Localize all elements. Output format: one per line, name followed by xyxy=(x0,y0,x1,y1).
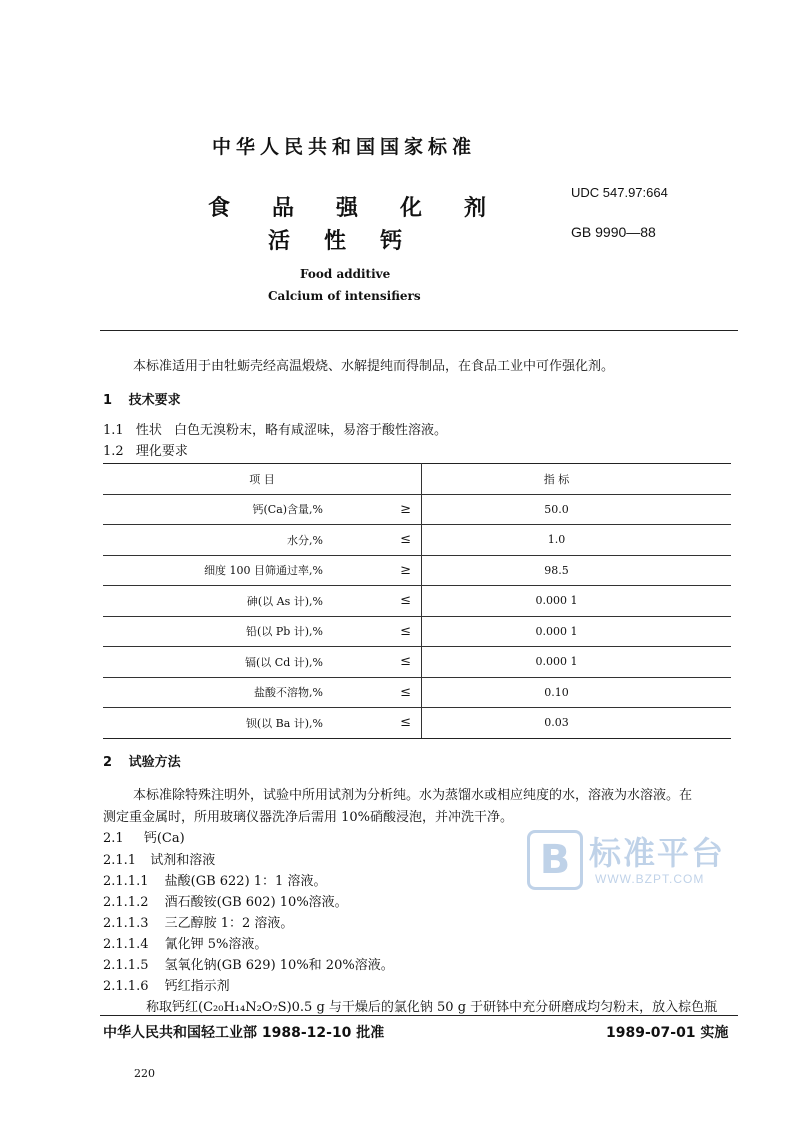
table-row xyxy=(103,555,731,586)
column-header-item: 项 目 xyxy=(103,464,422,495)
table-row xyxy=(103,677,731,708)
watermark xyxy=(527,828,787,898)
row-comparator: ≤ xyxy=(331,586,422,617)
row-item: 砷(以 As 计),% xyxy=(103,586,331,617)
row-comparator: ≤ xyxy=(331,616,422,647)
section-title: 试验方法 xyxy=(128,755,181,770)
watermark-url: WWW.BZPT.COM xyxy=(595,872,705,886)
watermark-text: 标准平台 xyxy=(589,834,726,872)
document-title-line2: 活性钙 xyxy=(268,229,437,254)
header-divider xyxy=(100,330,738,331)
row-value: 0.000 1 xyxy=(422,586,732,617)
table-row xyxy=(103,525,731,556)
implementation-date: 1989-07-01 实施 xyxy=(606,1025,729,1041)
clause-2-1 xyxy=(103,827,185,846)
clause-text: 氢氧化钠(GB 629) 10%和 20%溶液。 xyxy=(164,958,394,973)
row-value: 0.000 1 xyxy=(422,616,732,647)
row-value: 0.10 xyxy=(422,677,732,708)
column-header-value: 指 标 xyxy=(422,464,732,495)
clause-number: 2.1.1.2 xyxy=(103,895,149,910)
row-item: 镉(以 Cd 计),% xyxy=(103,647,331,678)
section2-intro-line1: 本标准除特殊注明外，试验中所用试剂为分析纯。水为蒸馏水或相应纯度的水，溶液为水溶液。在 xyxy=(133,788,693,803)
udc-code: UDC 547.97:664 xyxy=(571,185,668,200)
row-item: 盐酸不溶物,% xyxy=(103,677,331,708)
clause-number: 2.1.1.4 xyxy=(103,937,149,952)
clause-number: 2.1.1.5 xyxy=(103,958,149,973)
table-row xyxy=(103,494,731,525)
section2-intro-line2: 测定重金属时，所用玻璃仪器洗净后需用 10%硝酸浸泡，并冲洗干净。 xyxy=(103,810,514,825)
clause-number: 2.1.1.1 xyxy=(103,874,149,889)
clause-1-2 xyxy=(103,440,188,459)
row-comparator: ≤ xyxy=(331,647,422,678)
physicochemical-requirements-table xyxy=(103,463,731,739)
row-value: 0.03 xyxy=(422,708,732,739)
section-title: 技术要求 xyxy=(128,393,181,408)
table-row xyxy=(103,647,731,678)
clause-label: 理化要求 xyxy=(135,444,188,459)
row-comparator: ≥ xyxy=(331,555,422,586)
clause-number: 1.1 xyxy=(103,423,124,438)
section2-heading xyxy=(103,751,181,770)
english-title-line2: Calcium of intensifiers xyxy=(268,289,421,303)
document-title-line1: 食品强化剂 xyxy=(208,196,529,221)
row-item: 钡(以 Ba 计),% xyxy=(103,708,331,739)
national-standard-heading: 中华人民共和国国家标准 xyxy=(212,136,477,158)
clause-text: 氰化钾 5%溶液。 xyxy=(164,937,268,952)
calcium-indicator-preparation: 称取钙红(C₂₀H₁₄N₂O₇S)0.5 g 与干燥后的氯化钠 50 g 于研钵中充分研磨成均匀粉末，放入棕色瓶 xyxy=(146,1000,718,1015)
row-item: 钙(Ca)含量,% xyxy=(103,494,331,525)
watermark-logo: B xyxy=(527,830,583,890)
table-row xyxy=(103,616,731,647)
row-comparator: ≥ xyxy=(331,494,422,525)
footer-divider xyxy=(100,1015,738,1016)
clause-number: 2.1.1.3 xyxy=(103,916,149,931)
reagent-item xyxy=(103,891,348,910)
row-comparator: ≤ xyxy=(331,677,422,708)
reagent-item xyxy=(103,870,326,889)
clause-2-1-1 xyxy=(103,849,215,868)
table-header-row xyxy=(103,464,731,495)
row-comparator: ≤ xyxy=(331,525,422,556)
clause-number: 2.1.1 xyxy=(103,853,137,868)
table-row xyxy=(103,708,731,739)
row-value: 98.5 xyxy=(422,555,732,586)
row-value: 1.0 xyxy=(422,525,732,556)
english-title-line1: Food additive xyxy=(300,267,391,281)
clause-1-1 xyxy=(103,419,447,438)
reagent-item xyxy=(103,954,394,973)
clause-text: 钙红指示剂 xyxy=(164,979,230,994)
clause-text: 盐酸(GB 622) 1：1 溶液。 xyxy=(164,874,327,889)
clause-number: 2.1 xyxy=(103,831,124,846)
row-comparator: ≤ xyxy=(331,708,422,739)
row-item: 细度 100 目筛通过率,% xyxy=(103,555,331,586)
row-value: 50.0 xyxy=(422,494,732,525)
approval-line: 中华人民共和国轻工业部 1988-12-10 批准 xyxy=(103,1025,385,1041)
row-item: 水分,% xyxy=(103,525,331,556)
clause-label: 性状 xyxy=(135,423,162,438)
clause-text: 白色无溴粉末，略有咸涩味，易溶于酸性溶液。 xyxy=(173,423,447,438)
reagent-item xyxy=(103,975,230,994)
section-number: 1 xyxy=(103,393,113,408)
reagent-item xyxy=(103,912,293,931)
reagent-item xyxy=(103,933,267,952)
section1-heading xyxy=(103,389,181,408)
clause-text: 酒石酸铵(GB 602) 10%溶液。 xyxy=(164,895,348,910)
scope-paragraph: 本标准适用于由牡蛎壳经高温煅烧、水解提纯而得制品，在食品工业中可作强化剂。 xyxy=(133,359,615,374)
clause-number: 1.2 xyxy=(103,444,124,459)
table-row xyxy=(103,586,731,617)
row-value: 0.000 1 xyxy=(422,647,732,678)
clause-label: 钙(Ca) xyxy=(143,831,185,846)
page-number: 220 xyxy=(134,1067,155,1080)
row-item: 铅(以 Pb 计),% xyxy=(103,616,331,647)
clause-text: 三乙醇胺 1：2 溶液。 xyxy=(164,916,294,931)
section-number: 2 xyxy=(103,755,113,770)
clause-number: 2.1.1.6 xyxy=(103,979,149,994)
clause-label: 试剂和溶液 xyxy=(150,853,216,868)
gb-number: GB 9990—88 xyxy=(571,224,656,240)
